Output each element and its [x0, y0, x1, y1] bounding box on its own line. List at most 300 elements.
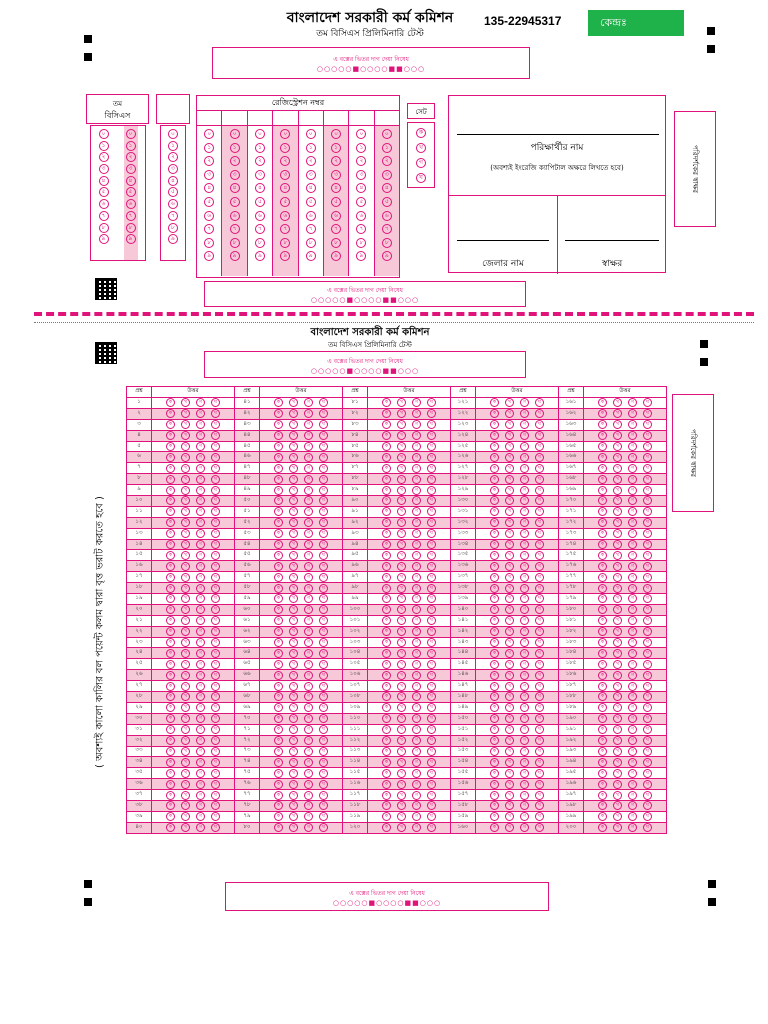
- answer-bubble[interactable]: খ: [289, 758, 298, 767]
- answer-bubble[interactable]: ঘ: [319, 692, 328, 701]
- answer-bubble[interactable]: খ: [289, 627, 298, 636]
- digit-bubble[interactable]: ৬: [382, 211, 392, 221]
- answer-bubble[interactable]: ক: [598, 747, 607, 756]
- answer-bubble[interactable]: ক: [166, 605, 175, 614]
- answer-bubble[interactable]: খ: [289, 692, 298, 701]
- answer-bubble[interactable]: ক: [490, 758, 499, 767]
- answer-bubble[interactable]: ঘ: [319, 529, 328, 538]
- answer-bubble[interactable]: ঘ: [211, 496, 220, 505]
- digit-bubble[interactable]: ০: [356, 129, 366, 139]
- digit-bubble[interactable]: ০: [306, 129, 316, 139]
- answer-bubble[interactable]: ঘ: [643, 725, 652, 734]
- center-field[interactable]: কেন্দ্রঃ: [588, 10, 684, 36]
- answer-bubble[interactable]: ঘ: [643, 801, 652, 810]
- answer-bubble[interactable]: ঘ: [211, 801, 220, 810]
- answer-bubble[interactable]: খ: [289, 736, 298, 745]
- answer-bubble[interactable]: ঘ: [427, 420, 436, 429]
- answer-bubble[interactable]: ক: [382, 791, 391, 800]
- answer-bubble[interactable]: খ: [181, 769, 190, 778]
- answer-bubble[interactable]: ঘ: [211, 464, 220, 473]
- answer-bubble[interactable]: খ: [181, 747, 190, 756]
- answer-bubble[interactable]: গ: [628, 758, 637, 767]
- answer-bubble[interactable]: ক: [382, 703, 391, 712]
- answer-bubble[interactable]: গ: [628, 791, 637, 800]
- answer-bubble[interactable]: গ: [196, 692, 205, 701]
- answer-bubble[interactable]: গ: [520, 671, 529, 680]
- digit-bubble[interactable]: ৯: [280, 251, 290, 261]
- answer-bubble[interactable]: ঘ: [427, 453, 436, 462]
- answer-bubble[interactable]: খ: [505, 594, 514, 603]
- answer-bubble[interactable]: ক: [274, 584, 283, 593]
- answer-bubble[interactable]: ক: [382, 442, 391, 451]
- answer-bubble[interactable]: খ: [397, 496, 406, 505]
- answer-bubble[interactable]: ক: [490, 692, 499, 701]
- answer-bubble[interactable]: ক: [274, 703, 283, 712]
- answer-bubble[interactable]: ঘ: [535, 660, 544, 669]
- answer-bubble[interactable]: ঘ: [643, 496, 652, 505]
- answer-bubble[interactable]: গ: [520, 551, 529, 560]
- answer-bubble[interactable]: গ: [196, 812, 205, 821]
- answer-bubble[interactable]: ঘ: [427, 812, 436, 821]
- answer-bubble[interactable]: খ: [397, 660, 406, 669]
- answer-bubble[interactable]: গ: [628, 486, 637, 495]
- answer-bubble[interactable]: ক: [382, 409, 391, 418]
- answer-bubble[interactable]: খ: [505, 638, 514, 647]
- answer-bubble[interactable]: ঘ: [319, 594, 328, 603]
- answer-bubble[interactable]: ক: [382, 660, 391, 669]
- answer-bubble[interactable]: ঘ: [643, 747, 652, 756]
- answer-bubble[interactable]: ঘ: [535, 584, 544, 593]
- digit-bubble[interactable]: ১: [99, 141, 109, 151]
- answer-bubble[interactable]: গ: [628, 584, 637, 593]
- answer-bubble[interactable]: গ: [628, 453, 637, 462]
- answer-bubble[interactable]: ঘ: [535, 801, 544, 810]
- digit-bubble[interactable]: ২: [306, 156, 316, 166]
- answer-bubble[interactable]: ক: [166, 703, 175, 712]
- answer-bubble[interactable]: ক: [598, 812, 607, 821]
- digit-bubble[interactable]: ৬: [306, 211, 316, 221]
- answer-bubble[interactable]: ঘ: [319, 584, 328, 593]
- answer-bubble[interactable]: খ: [505, 812, 514, 821]
- digit-bubble[interactable]: ৩: [168, 164, 178, 174]
- answer-bubble[interactable]: খ: [181, 540, 190, 549]
- answer-bubble[interactable]: খ: [613, 758, 622, 767]
- answer-bubble[interactable]: ঘ: [535, 747, 544, 756]
- answer-bubble[interactable]: ক: [166, 812, 175, 821]
- answer-bubble[interactable]: গ: [412, 769, 421, 778]
- answer-bubble[interactable]: গ: [196, 758, 205, 767]
- answer-bubble[interactable]: ঘ: [211, 660, 220, 669]
- answer-bubble[interactable]: ক: [166, 496, 175, 505]
- answer-bubble[interactable]: ক: [490, 573, 499, 582]
- answer-bubble[interactable]: ঘ: [427, 398, 436, 407]
- answer-bubble[interactable]: ক: [166, 507, 175, 516]
- answer-bubble[interactable]: খ: [181, 649, 190, 658]
- answer-bubble[interactable]: গ: [196, 682, 205, 691]
- answer-bubble[interactable]: গ: [520, 660, 529, 669]
- digit-bubble[interactable]: ৪: [168, 176, 178, 186]
- answer-bubble[interactable]: ক: [598, 801, 607, 810]
- answer-bubble[interactable]: খ: [289, 594, 298, 603]
- digit-bubble[interactable]: ৩: [356, 170, 366, 180]
- answer-bubble[interactable]: খ: [181, 584, 190, 593]
- answer-bubble[interactable]: ক: [490, 486, 499, 495]
- digit-bubble[interactable]: ১: [230, 143, 240, 153]
- answer-bubble[interactable]: ঘ: [535, 649, 544, 658]
- answer-bubble[interactable]: ঘ: [319, 714, 328, 723]
- answer-bubble[interactable]: ঘ: [211, 409, 220, 418]
- answer-bubble[interactable]: ক: [490, 780, 499, 789]
- answer-bubble[interactable]: খ: [397, 703, 406, 712]
- answer-bubble[interactable]: ঘ: [427, 747, 436, 756]
- answer-bubble[interactable]: খ: [181, 420, 190, 429]
- answer-bubble[interactable]: গ: [520, 573, 529, 582]
- answer-bubble[interactable]: ক: [598, 584, 607, 593]
- answer-bubble[interactable]: ঘ: [643, 475, 652, 484]
- answer-bubble[interactable]: ক: [166, 780, 175, 789]
- digit-bubble[interactable]: ১: [255, 143, 265, 153]
- answer-bubble[interactable]: ঘ: [427, 507, 436, 516]
- answer-bubble[interactable]: গ: [196, 703, 205, 712]
- digit-bubble[interactable]: ৯: [230, 251, 240, 261]
- answer-bubble[interactable]: খ: [289, 398, 298, 407]
- answer-bubble[interactable]: ক: [382, 529, 391, 538]
- answer-bubble[interactable]: ঘ: [427, 638, 436, 647]
- answer-bubble[interactable]: ঘ: [211, 605, 220, 614]
- answer-bubble[interactable]: গ: [628, 725, 637, 734]
- answer-bubble[interactable]: ক: [166, 529, 175, 538]
- digit-bubble[interactable]: ৬: [126, 199, 136, 209]
- answer-bubble[interactable]: গ: [412, 649, 421, 658]
- answer-bubble[interactable]: গ: [412, 420, 421, 429]
- answer-bubble[interactable]: খ: [397, 812, 406, 821]
- registration-write-box[interactable]: [222, 111, 247, 125]
- answer-bubble[interactable]: গ: [304, 420, 313, 429]
- answer-bubble[interactable]: গ: [520, 562, 529, 571]
- answer-bubble[interactable]: ক: [382, 431, 391, 440]
- answer-bubble[interactable]: ক: [274, 682, 283, 691]
- answer-bubble[interactable]: ক: [166, 518, 175, 527]
- answer-bubble[interactable]: খ: [505, 442, 514, 451]
- answer-bubble[interactable]: গ: [196, 551, 205, 560]
- answer-bubble[interactable]: ক: [490, 529, 499, 538]
- answer-bubble[interactable]: গ: [628, 573, 637, 582]
- registration-write-box[interactable]: [273, 111, 298, 125]
- digit-bubble[interactable]: ৯: [168, 234, 178, 244]
- answer-bubble[interactable]: ঘ: [427, 616, 436, 625]
- answer-bubble[interactable]: গ: [412, 562, 421, 571]
- answer-bubble[interactable]: ক: [598, 703, 607, 712]
- answer-bubble[interactable]: ক: [274, 714, 283, 723]
- answer-bubble[interactable]: ঘ: [319, 638, 328, 647]
- digit-bubble[interactable]: ৫: [280, 197, 290, 207]
- answer-bubble[interactable]: ক: [166, 671, 175, 680]
- answer-bubble[interactable]: গ: [520, 518, 529, 527]
- digit-bubble[interactable]: ৬: [230, 211, 240, 221]
- answer-bubble[interactable]: ঘ: [427, 594, 436, 603]
- answer-bubble[interactable]: ক: [166, 464, 175, 473]
- answer-bubble[interactable]: খ: [613, 573, 622, 582]
- answer-bubble[interactable]: গ: [628, 616, 637, 625]
- answer-bubble[interactable]: গ: [628, 431, 637, 440]
- answer-bubble[interactable]: খ: [505, 562, 514, 571]
- answer-bubble[interactable]: ঘ: [535, 442, 544, 451]
- answer-bubble[interactable]: খ: [613, 453, 622, 462]
- answer-bubble[interactable]: ক: [274, 431, 283, 440]
- answer-bubble[interactable]: ঘ: [211, 769, 220, 778]
- answer-bubble[interactable]: ঘ: [427, 409, 436, 418]
- answer-bubble[interactable]: ঘ: [535, 507, 544, 516]
- answer-bubble[interactable]: ঘ: [535, 464, 544, 473]
- answer-bubble[interactable]: খ: [613, 780, 622, 789]
- answer-bubble[interactable]: খ: [289, 671, 298, 680]
- answer-bubble[interactable]: ক: [166, 627, 175, 636]
- answer-bubble[interactable]: খ: [181, 671, 190, 680]
- answer-bubble[interactable]: খ: [397, 801, 406, 810]
- answer-bubble[interactable]: খ: [613, 518, 622, 527]
- answer-bubble[interactable]: খ: [181, 398, 190, 407]
- answer-bubble[interactable]: গ: [412, 725, 421, 734]
- answer-bubble[interactable]: ঘ: [211, 431, 220, 440]
- answer-bubble[interactable]: ঘ: [319, 409, 328, 418]
- digit-bubble[interactable]: ৪: [306, 183, 316, 193]
- answer-bubble[interactable]: ক: [490, 616, 499, 625]
- answer-bubble[interactable]: খ: [397, 518, 406, 527]
- answer-bubble[interactable]: ক: [598, 714, 607, 723]
- answer-bubble[interactable]: ক: [382, 475, 391, 484]
- answer-bubble[interactable]: খ: [397, 758, 406, 767]
- answer-bubble[interactable]: ঘ: [211, 518, 220, 527]
- digit-bubble[interactable]: ৭: [255, 224, 265, 234]
- answer-bubble[interactable]: ক: [598, 551, 607, 560]
- digit-bubble[interactable]: ৩: [280, 170, 290, 180]
- answer-bubble[interactable]: খ: [505, 507, 514, 516]
- answer-bubble[interactable]: খ: [289, 638, 298, 647]
- answer-bubble[interactable]: ঘ: [211, 453, 220, 462]
- answer-bubble[interactable]: ঘ: [643, 431, 652, 440]
- answer-bubble[interactable]: খ: [613, 671, 622, 680]
- answer-bubble[interactable]: খ: [613, 529, 622, 538]
- answer-bubble[interactable]: খ: [289, 801, 298, 810]
- answer-bubble[interactable]: গ: [304, 507, 313, 516]
- answer-bubble[interactable]: গ: [304, 496, 313, 505]
- digit-bubble[interactable]: ৮: [331, 238, 341, 248]
- answer-bubble[interactable]: খ: [181, 453, 190, 462]
- answer-bubble[interactable]: ঘ: [319, 823, 328, 832]
- answer-bubble[interactable]: গ: [628, 529, 637, 538]
- digit-bubble[interactable]: ৪: [280, 183, 290, 193]
- digit-bubble[interactable]: ৭: [306, 224, 316, 234]
- digit-bubble[interactable]: ৯: [204, 251, 214, 261]
- answer-bubble[interactable]: গ: [412, 692, 421, 701]
- answer-bubble[interactable]: গ: [520, 703, 529, 712]
- answer-bubble[interactable]: ক: [598, 518, 607, 527]
- digit-bubble[interactable]: ৬: [255, 211, 265, 221]
- answer-bubble[interactable]: ঘ: [319, 703, 328, 712]
- answer-bubble[interactable]: খ: [613, 769, 622, 778]
- answer-bubble[interactable]: ক: [598, 398, 607, 407]
- answer-bubble[interactable]: গ: [520, 736, 529, 745]
- answer-bubble[interactable]: ঘ: [319, 812, 328, 821]
- answer-bubble[interactable]: ক: [598, 616, 607, 625]
- answer-bubble[interactable]: ঘ: [319, 736, 328, 745]
- answer-bubble[interactable]: খ: [181, 594, 190, 603]
- answer-bubble[interactable]: ঘ: [427, 486, 436, 495]
- answer-bubble[interactable]: ঘ: [535, 562, 544, 571]
- answer-bubble[interactable]: গ: [520, 529, 529, 538]
- answer-bubble[interactable]: ঘ: [535, 518, 544, 527]
- answer-bubble[interactable]: ক: [490, 551, 499, 560]
- answer-bubble[interactable]: ঘ: [643, 409, 652, 418]
- answer-bubble[interactable]: ক: [598, 453, 607, 462]
- answer-bubble[interactable]: ক: [490, 442, 499, 451]
- answer-bubble[interactable]: গ: [412, 529, 421, 538]
- digit-bubble[interactable]: ৭: [356, 224, 366, 234]
- answer-bubble[interactable]: ক: [598, 780, 607, 789]
- answer-bubble[interactable]: ক: [490, 562, 499, 571]
- answer-bubble[interactable]: গ: [304, 769, 313, 778]
- digit-bubble[interactable]: ১: [331, 143, 341, 153]
- answer-bubble[interactable]: গ: [520, 486, 529, 495]
- answer-bubble[interactable]: গ: [196, 769, 205, 778]
- answer-bubble[interactable]: গ: [520, 594, 529, 603]
- answer-bubble[interactable]: গ: [196, 573, 205, 582]
- answer-bubble[interactable]: ক: [166, 823, 175, 832]
- answer-bubble[interactable]: ক: [490, 660, 499, 669]
- answer-bubble[interactable]: গ: [412, 442, 421, 451]
- answer-bubble[interactable]: খ: [181, 758, 190, 767]
- answer-bubble[interactable]: ঘ: [211, 747, 220, 756]
- supervisor-signature-box-2[interactable]: [672, 394, 714, 512]
- answer-bubble[interactable]: ঘ: [211, 562, 220, 571]
- answer-bubble[interactable]: ঘ: [319, 791, 328, 800]
- answer-bubble[interactable]: ক: [382, 594, 391, 603]
- answer-bubble[interactable]: ক: [598, 725, 607, 734]
- answer-bubble[interactable]: গ: [412, 431, 421, 440]
- answer-bubble[interactable]: খ: [289, 464, 298, 473]
- answer-bubble[interactable]: খ: [289, 442, 298, 451]
- answer-bubble[interactable]: গ: [304, 605, 313, 614]
- digit-bubble[interactable]: ১: [382, 143, 392, 153]
- answer-bubble[interactable]: গ: [520, 627, 529, 636]
- answer-bubble[interactable]: ক: [598, 540, 607, 549]
- answer-bubble[interactable]: ঘ: [319, 616, 328, 625]
- answer-bubble[interactable]: গ: [196, 398, 205, 407]
- answer-bubble[interactable]: ঘ: [211, 486, 220, 495]
- answer-bubble[interactable]: ঘ: [427, 540, 436, 549]
- answer-bubble[interactable]: ঘ: [211, 442, 220, 451]
- answer-bubble[interactable]: গ: [412, 398, 421, 407]
- answer-bubble[interactable]: ঘ: [643, 464, 652, 473]
- answer-bubble[interactable]: খ: [505, 627, 514, 636]
- answer-bubble[interactable]: খ: [289, 812, 298, 821]
- answer-bubble[interactable]: খ: [289, 486, 298, 495]
- answer-bubble[interactable]: গ: [304, 573, 313, 582]
- digit-bubble[interactable]: ৪: [382, 183, 392, 193]
- answer-bubble[interactable]: ঘ: [535, 453, 544, 462]
- registration-write-box[interactable]: [324, 111, 349, 125]
- answer-bubble[interactable]: ক: [166, 442, 175, 451]
- answer-bubble[interactable]: ক: [490, 453, 499, 462]
- answer-bubble[interactable]: খ: [397, 551, 406, 560]
- answer-bubble[interactable]: খ: [181, 562, 190, 571]
- answer-bubble[interactable]: ঘ: [535, 714, 544, 723]
- answer-bubble[interactable]: ক: [274, 529, 283, 538]
- answer-bubble[interactable]: খ: [613, 736, 622, 745]
- digit-bubble[interactable]: ৫: [204, 197, 214, 207]
- answer-bubble[interactable]: গ: [520, 649, 529, 658]
- answer-bubble[interactable]: ঘ: [535, 823, 544, 832]
- digit-bubble[interactable]: ৩: [331, 170, 341, 180]
- answer-bubble[interactable]: ক: [274, 671, 283, 680]
- answer-bubble[interactable]: খ: [181, 660, 190, 669]
- answer-bubble[interactable]: খ: [397, 584, 406, 593]
- answer-bubble[interactable]: গ: [304, 682, 313, 691]
- answer-bubble[interactable]: ক: [382, 812, 391, 821]
- answer-bubble[interactable]: ক: [166, 736, 175, 745]
- answer-bubble[interactable]: ঘ: [427, 758, 436, 767]
- answer-bubble[interactable]: গ: [412, 594, 421, 603]
- answer-bubble[interactable]: ক: [598, 562, 607, 571]
- answer-bubble[interactable]: গ: [304, 627, 313, 636]
- answer-bubble[interactable]: ক: [598, 649, 607, 658]
- answer-bubble[interactable]: ক: [598, 692, 607, 701]
- answer-bubble[interactable]: গ: [304, 791, 313, 800]
- answer-bubble[interactable]: খ: [613, 420, 622, 429]
- answer-bubble[interactable]: ক: [166, 682, 175, 691]
- answer-bubble[interactable]: ঘ: [211, 398, 220, 407]
- answer-bubble[interactable]: ক: [274, 801, 283, 810]
- answer-bubble[interactable]: খ: [505, 540, 514, 549]
- digit-bubble[interactable]: ৪: [126, 176, 136, 186]
- answer-bubble[interactable]: গ: [412, 475, 421, 484]
- answer-bubble[interactable]: গ: [304, 529, 313, 538]
- answer-bubble[interactable]: গ: [196, 747, 205, 756]
- answer-bubble[interactable]: গ: [196, 671, 205, 680]
- digit-bubble[interactable]: ৬: [356, 211, 366, 221]
- answer-bubble[interactable]: খ: [181, 518, 190, 527]
- answer-bubble[interactable]: গ: [628, 496, 637, 505]
- answer-bubble[interactable]: ক: [598, 605, 607, 614]
- digit-bubble[interactable]: ৮: [99, 223, 109, 233]
- digit-bubble[interactable]: ০: [230, 129, 240, 139]
- answer-bubble[interactable]: ক: [598, 671, 607, 680]
- answer-bubble[interactable]: ক: [274, 812, 283, 821]
- answer-bubble[interactable]: খ: [181, 605, 190, 614]
- answer-bubble[interactable]: ঘ: [643, 692, 652, 701]
- answer-bubble[interactable]: ক: [274, 464, 283, 473]
- answer-bubble[interactable]: ক: [274, 780, 283, 789]
- answer-bubble[interactable]: খ: [613, 714, 622, 723]
- answer-bubble[interactable]: ঘ: [427, 660, 436, 669]
- answer-bubble[interactable]: ঘ: [427, 584, 436, 593]
- digit-bubble[interactable]: ৮: [280, 238, 290, 248]
- answer-bubble[interactable]: খ: [505, 769, 514, 778]
- answer-bubble[interactable]: ক: [382, 801, 391, 810]
- answer-bubble[interactable]: গ: [520, 475, 529, 484]
- answer-bubble[interactable]: ক: [598, 409, 607, 418]
- answer-bubble[interactable]: ঘ: [427, 529, 436, 538]
- answer-bubble[interactable]: ক: [382, 605, 391, 614]
- answer-bubble[interactable]: ক: [274, 453, 283, 462]
- answer-bubble[interactable]: ক: [382, 714, 391, 723]
- answer-bubble[interactable]: গ: [412, 812, 421, 821]
- answer-bubble[interactable]: গ: [412, 660, 421, 669]
- answer-bubble[interactable]: ক: [490, 594, 499, 603]
- answer-bubble[interactable]: গ: [628, 823, 637, 832]
- answer-bubble[interactable]: ক: [166, 409, 175, 418]
- answer-bubble[interactable]: ক: [490, 409, 499, 418]
